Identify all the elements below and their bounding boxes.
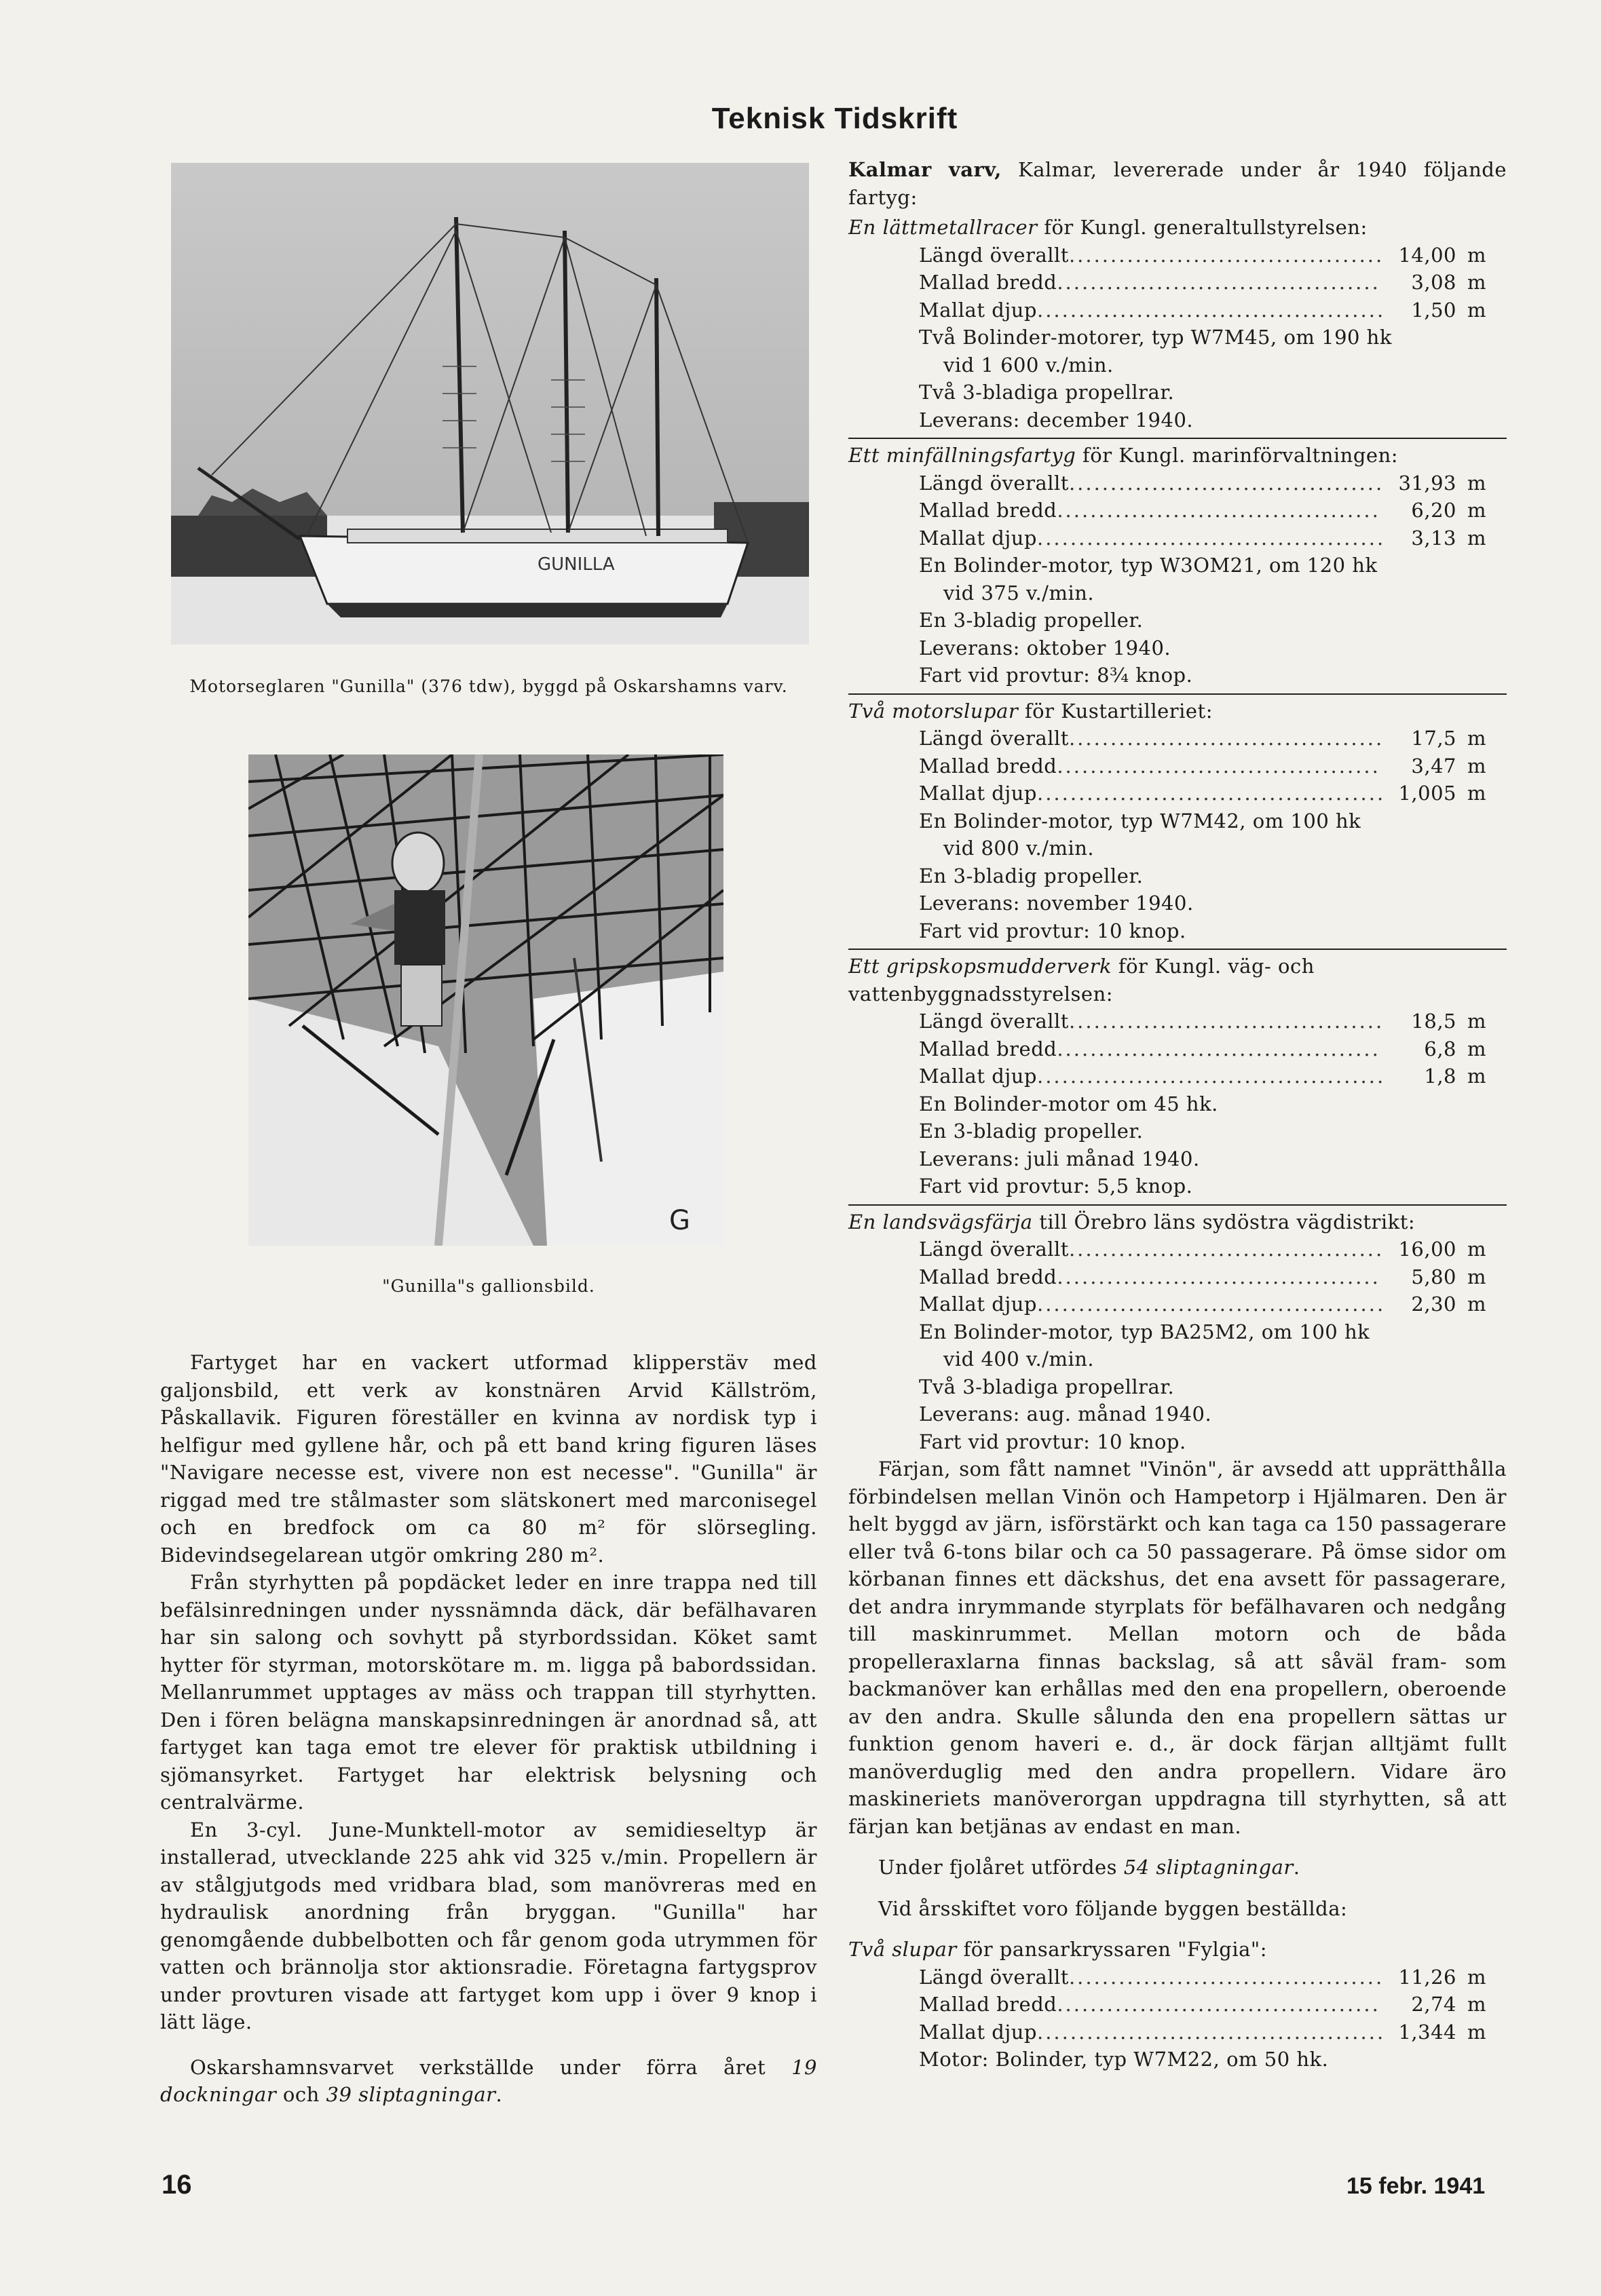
leader-dots <box>1057 1991 1382 2018</box>
spec-unit: m <box>1467 243 1486 267</box>
spec-value: 1,005 <box>1398 782 1456 805</box>
vessel-4 <box>848 953 1507 1200</box>
spec-line: vid 375 v./min. <box>943 581 1095 605</box>
leader-dots <box>1037 524 1382 552</box>
spec-row <box>848 780 1497 807</box>
spec-value: 2,30 <box>1411 1293 1456 1316</box>
leader-dots <box>1069 470 1382 497</box>
spec-label: Mallad bredd <box>919 1993 1057 2016</box>
vessel-2-title <box>848 442 1507 470</box>
spec-unit: m <box>1467 1037 1486 1060</box>
leader-dots <box>1057 269 1382 296</box>
spec-value: 6,20 <box>1411 499 1456 522</box>
spec-label: Längd överallt <box>919 1965 1069 1989</box>
spec-unit: m <box>1467 499 1486 522</box>
vessel-4-client: för Kungl. väg- och vattenbyggnadsstyrelsen: <box>848 955 1315 1006</box>
spec-line: En Bolinder-motor, typ BA25M2, om 100 hk <box>919 1320 1370 1343</box>
spec-label: Mallat djup <box>919 526 1037 550</box>
spec-label: Längd överallt <box>919 1238 1069 1261</box>
spec-line: Fart vid provtur: 10 knop. <box>919 919 1186 942</box>
sliptag-paragraph <box>848 1854 1507 1881</box>
spec-label: Mallat djup <box>919 782 1037 805</box>
divider <box>848 1204 1507 1206</box>
spec-value: 18,5 <box>1411 1010 1456 1033</box>
vessel-6 <box>848 1936 1507 2073</box>
vessel-5 <box>848 1208 1507 1456</box>
spec-row <box>848 470 1497 497</box>
paragraph-1: Fartyget har en vackert utformad klipperstäv med galjonsbild, ett verk av konstnären Arvid Källström, Påskallavik. Figuren föreställer en kvinna av nordisk typ i helfigur med gyllene hår, och på ett band kring figuren läses "Navigare necesse est, vivere non est necesse". "Gunilla" är riggad med tre stålmaster som slätskonert med marconisegel och en bredfock om ca 80 m² för slörsegling. Bidevindsegelarean utgör omkring 280 m². <box>160 1351 817 1567</box>
spec-line: Leverans: juli månad 1940. <box>919 1147 1200 1170</box>
page-number: 16 <box>162 2170 192 2200</box>
hull-letter-text: G <box>669 1205 690 1236</box>
spec-unit: m <box>1467 471 1486 495</box>
leader-dots <box>1057 752 1382 780</box>
spec-line: Motor: Bolinder, typ W7M22, om 50 hk. <box>919 2048 1329 2071</box>
divider <box>848 949 1507 950</box>
spec-row <box>848 1991 1497 2018</box>
spec-unit: m <box>1467 298 1486 322</box>
vessel-5-title <box>848 1208 1507 1236</box>
vessel-3-type: Två motorslupar <box>848 699 1019 723</box>
sliptag-text: Under fjolåret utfördes <box>878 1856 1124 1879</box>
leader-dots <box>1037 780 1382 807</box>
spec-unit: m <box>1467 1993 1486 2016</box>
ordered-paragraph: Vid årsskiftet voro följande byggen beställda: <box>878 1896 1348 1920</box>
leader-dots <box>1057 1263 1382 1291</box>
paragraph-2: Från styrhytten på popdäcket leder en inre trappa ned till befälsinredningen under nyssnämnda däck, där befälhavaren har sin salong och sovhytt på styrbordssidan. Köket samt hytter för styrman, motorskötare m. m. ligga på babordssidan. Mellanrummet upptages av mäss och trappan till styrhytten. Den i fören belägna manskapsinredningen är anordnad så, att fartyget kan taga emot tre elever för praktisk utbildning i sjömansyrket. Fartyget har elektrisk belysning och centralvärme. <box>160 1571 817 1814</box>
leader-dots <box>1069 725 1382 752</box>
vessel-3-title <box>848 697 1507 725</box>
spec-line: Två 3-bladiga propellrar. <box>919 381 1175 404</box>
vessel-2-type: Ett minfällningsfartyg <box>848 444 1076 467</box>
spec-line: Leverans: december 1940. <box>919 408 1194 432</box>
journal-header: Teknisk Tidskrift <box>711 102 958 135</box>
divider <box>848 438 1507 439</box>
spec-row <box>848 1964 1497 1991</box>
spec-value: 31,93 <box>1398 471 1456 495</box>
spec-value: 16,00 <box>1398 1238 1456 1261</box>
vessel-1 <box>848 214 1507 434</box>
spec-value: 17,5 <box>1411 727 1456 750</box>
spec-label: Mallad bredd <box>919 499 1057 522</box>
spec-label: Mallad bredd <box>919 1037 1057 1060</box>
closing-italic-2: 39 sliptagningar <box>326 2083 496 2106</box>
spec-row <box>848 1008 1497 1035</box>
paragraph-3: En 3-cyl. June-Munktell-motor av semidieseltyp är installerad, utvecklande 225 ahk vid 325 v./min. Propellern är av stålgjutgods med vridbara blad, som manövreras med en hydraulisk anordning från bryggan. "Gunilla" har genomgående dubbelbotten och får genom goda utrymmen för vatten och brännolja stor aktionsradie. Företagna fartygsprov under provturen visade att fartyget kom upp i över 9 knop i lätt läge. <box>160 1818 817 2033</box>
figure1-caption: Motorseglaren "Gunilla" (376 tdw), byggd på Oskarshamns varv. <box>189 676 788 696</box>
vessel-2-client: för Kungl. marinförvaltningen: <box>1076 444 1399 467</box>
spec-label: Längd överallt <box>919 471 1069 495</box>
closing-mid: och <box>276 2083 326 2106</box>
spec-value: 14,00 <box>1398 243 1456 267</box>
spec-label: Mallad bredd <box>919 1265 1057 1288</box>
leader-dots <box>1069 1008 1382 1035</box>
paragraph-closing <box>160 2054 817 2109</box>
spec-row <box>848 497 1497 524</box>
figurehead-photo <box>248 754 723 1246</box>
leader-dots <box>1037 1063 1382 1090</box>
spec-value: 5,80 <box>1411 1265 1456 1288</box>
sliptag-end: . <box>1293 1856 1300 1879</box>
spec-line: En Bolinder-motor, typ W7M42, om 100 hk <box>919 809 1361 833</box>
vessel-1-type: En lättmetallracer <box>848 216 1038 239</box>
spec-row <box>848 752 1497 780</box>
vessel-1-title <box>848 214 1507 242</box>
spec-value: 3,08 <box>1411 271 1456 294</box>
right-column <box>848 156 1507 2073</box>
spec-row <box>848 2018 1497 2046</box>
spec-line: Leverans: aug. månad 1940. <box>919 1402 1212 1426</box>
spec-label: Längd överallt <box>919 1010 1069 1033</box>
spec-line: En Bolinder-motor om 45 hk. <box>919 1092 1218 1115</box>
closing-italic-1: 19 dockningar <box>160 2055 817 2106</box>
issue-date: 15 febr. 1941 <box>1346 2173 1486 2199</box>
spec-row <box>848 296 1497 324</box>
spec-value: 3,47 <box>1411 754 1456 778</box>
figure2-caption: "Gunilla"s gallionsbild. <box>382 1276 595 1296</box>
leader-dots <box>1037 296 1382 324</box>
spec-row <box>848 1063 1497 1090</box>
spec-row <box>848 1263 1497 1291</box>
spec-line: En Bolinder-motor, typ W3OM21, om 120 hk <box>919 554 1378 577</box>
hull-name-text: GUNILLA <box>538 554 615 575</box>
spec-row <box>848 524 1497 552</box>
spec-line: Fart vid provtur: 8¾ knop. <box>919 664 1193 687</box>
kalmar-intro <box>848 156 1507 211</box>
spec-unit: m <box>1467 1010 1486 1033</box>
vessel-4-title <box>848 953 1507 1008</box>
leader-dots <box>1037 1290 1382 1318</box>
spec-line: Två 3-bladiga propellrar. <box>919 1375 1175 1398</box>
spec-row <box>848 242 1497 269</box>
spec-label: Mallat djup <box>919 1065 1037 1088</box>
spec-label: Mallat djup <box>919 2020 1037 2044</box>
spec-label: Mallad bredd <box>919 271 1057 294</box>
vessel-6-client: för pansarkryssaren "Fylgia": <box>956 1938 1268 1961</box>
spec-value: 6,8 <box>1424 1037 1456 1060</box>
leader-dots <box>1037 2018 1382 2046</box>
spec-line: En 3-bladig propeller. <box>919 609 1144 632</box>
spec-value: 1,50 <box>1411 298 1456 322</box>
vessel-2 <box>848 442 1507 689</box>
sliptag-italic: 54 sliptagningar <box>1123 1856 1294 1879</box>
vessel-1-client: för Kungl. generaltullstyrelsen: <box>1037 216 1368 239</box>
spec-label: Längd överallt <box>919 727 1069 750</box>
intro-rest: Kalmar, levererade under år 1940 följande fartyg: <box>848 158 1507 209</box>
spec-value: 11,26 <box>1398 1965 1456 1989</box>
leader-dots <box>1069 1236 1382 1263</box>
spec-unit: m <box>1467 1293 1486 1316</box>
spec-line: Leverans: november 1940. <box>919 892 1194 915</box>
vessel-5-type: En landsvägsfärja <box>848 1210 1033 1233</box>
spec-value: 1,344 <box>1398 2020 1456 2044</box>
vessel-6-title <box>848 1936 1507 1964</box>
vessel-4-type: Ett gripskopsmudderverk <box>848 955 1112 978</box>
spec-row <box>848 269 1497 296</box>
spec-line: Leverans: oktober 1940. <box>919 636 1171 659</box>
spec-unit: m <box>1467 1265 1486 1288</box>
spec-label: Längd överallt <box>919 243 1069 267</box>
closing-text: Oskarshamnsvarvet verkställde under förra året <box>190 2055 792 2079</box>
vessel-3-client: för Kustartilleriet: <box>1018 699 1213 723</box>
divider <box>848 693 1507 695</box>
spec-unit: m <box>1467 526 1486 550</box>
spec-line: En 3-bladig propeller. <box>919 1120 1144 1143</box>
spec-label: Mallad bredd <box>919 754 1057 778</box>
vessel-5-client: till Örebro läns sydöstra vägdistrikt: <box>1032 1210 1416 1233</box>
left-body-text <box>160 1349 817 2109</box>
spec-value: 3,13 <box>1411 526 1456 550</box>
spec-unit: m <box>1467 1065 1486 1088</box>
spec-unit: m <box>1467 727 1486 750</box>
spec-row <box>848 725 1497 752</box>
spec-line: Fart vid provtur: 5,5 knop. <box>919 1174 1193 1198</box>
spec-value: 2,74 <box>1411 1993 1456 2016</box>
spec-unit: m <box>1467 271 1486 294</box>
spec-unit: m <box>1467 782 1486 805</box>
spec-unit: m <box>1467 2020 1486 2044</box>
spec-row <box>848 1035 1497 1063</box>
spec-row <box>848 1290 1497 1318</box>
left-column <box>160 163 817 2109</box>
spec-unit: m <box>1467 1238 1486 1261</box>
ship-photo <box>171 163 809 645</box>
spec-line: vid 1 600 v./min. <box>943 353 1114 377</box>
spec-unit: m <box>1467 1965 1486 1989</box>
spec-label: Mallat djup <box>919 1293 1037 1316</box>
spec-line: vid 800 v./min. <box>943 837 1095 860</box>
vessel-3 <box>848 697 1507 945</box>
spec-line: En 3-bladig propeller. <box>919 864 1144 887</box>
leader-dots <box>1057 1035 1382 1063</box>
spec-line: Fart vid provtur: 10 knop. <box>919 1430 1186 1453</box>
intro-bold: Kalmar varv, <box>848 158 1002 181</box>
closing-end: . <box>495 2083 503 2106</box>
ferry-paragraph: Färjan, som fått namnet "Vinön", är avsedd att upprätthålla förbindelsen mellan Vinön och Hampetorp i Hjälmaren. Den är helt byggd av järn, isförstärkt och kan taga ca 150 passagerare eller två 6-tons bilar och ca 50 passagerare. På ömse sidor om körbanan finnes ett däckshus, det ena avsett för passagerare, det andra inrymmande styrplats för befälhavaren och nedgång till maskinrummet. Mellan motorn och de båda propelleraxlarna finnas backslag, så att såväl fram- som backmanöver kan erhållas med den ena propellern, oberoende av den andra. Skulle sålunda den ena propellern sättas ur funktion genom haveri e. d., är dock färjan alltjämt fullt manöverduglig med den andra propellern. Vidare äro maskineriets manöverorgan uppdragna till styrhytten, så att färjan kan betjänas av endast en man. <box>848 1457 1507 1838</box>
spec-row <box>848 1236 1497 1263</box>
leader-dots <box>1069 242 1382 269</box>
spec-value: 1,8 <box>1424 1065 1456 1088</box>
spec-line: vid 400 v./min. <box>943 1347 1095 1371</box>
spec-unit: m <box>1467 754 1486 778</box>
leader-dots <box>1069 1964 1382 1991</box>
spec-line: Två Bolinder-motorer, typ W7M45, om 190 hk <box>919 326 1392 349</box>
spec-label: Mallat djup <box>919 298 1037 322</box>
leader-dots <box>1057 497 1382 524</box>
vessel-6-type: Två slupar <box>848 1938 957 1961</box>
